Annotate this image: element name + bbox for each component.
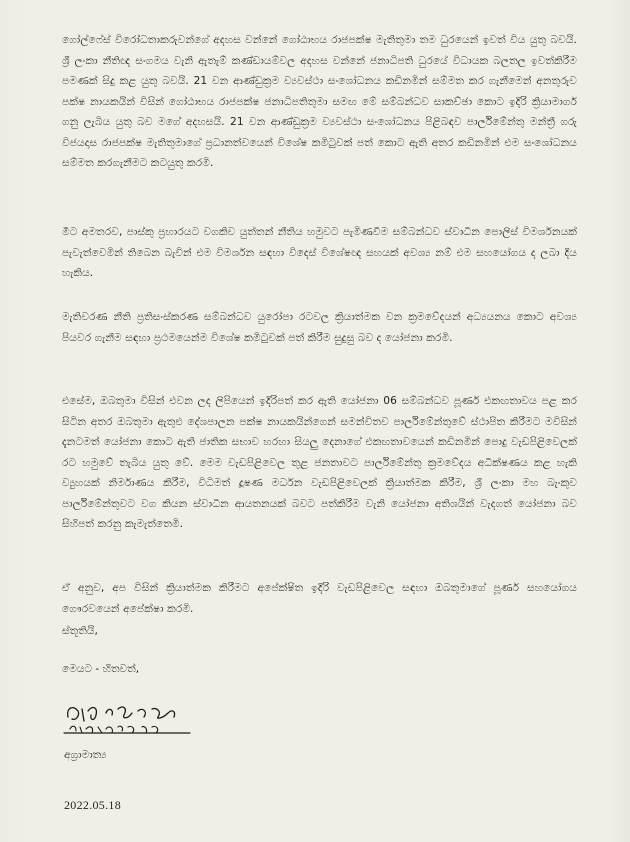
letter-paragraph-1: ගෝල්ෆේස් විරෝධතාකරුවන්ගේ අදහස වන්නේ ගෝඨාභය රාජපක්ෂ මැතිතුමා තම ධුරයෙන් ඉවත් විය යුතු බවයි. ශ්‍රී ලංකා නීතිඥ සංගමය වැනි ඇතැම් කණ්ඩායම්වල අදහස වන්නේ ජනාධිපති ධුරයේ විධායක බලතල ඉවත්කිරීම පමණක් සිදු කළ යුතු බවයි. 21 වන ආණ්ඩුක්‍රම ව්‍යවස්ථා සංශෝධනය කඩිනමින් සම්මත කර ගැනීමෙන් අනතුරුව පක්ෂ නායකයින් විසින් ගෝඨාභය රාජපක්ෂ ජනාධිපතිතුමා සමඟ මේ සම්බන්ධව සාකච්ඡා කොට ඉදිරි ක්‍රියාමාර්ග ගනු ලැබිය යුතු බව මගේ අදහසයි. 21 වන ආණ්ඩුක්‍රම ව්‍යවස්ථා සංශෝධනය පිළිබඳව පාර්ලිමේන්තු මන්ත්‍රී ගරු විජයදාස රාජපක්ෂ මැතිතුමාගේ ප්‍රධානත්වයෙන් විශේෂ කමිටුවක් පත් කොට ඇති අතර කඩිනමින් එම සංශෝධනය සම්මත කරගැනීමට කටයුතු කරමි. <box>62 34 577 169</box>
letter-paragraph-4: එසේම, ඔබතුමා විසින් එවන ලද ලිපියෙන් ඉදිරිපත් කර ඇති යෝජනා 06 සම්බන්ධව පූර්ණ එකඟතාවය පළ කර සිටින අතර ඔබතුමා ඇතුළු දේශපාලන පක්ෂ නායකයින්ගෙන් සමන්විතව පාර්ලිමේන්තුවේ ස්ථාපිත කිරීමට මවිසින් දැනටමත් යෝජනා කොට ඇති ජාතික සභාව හරහා සියලු දෙනාගේ එකඟතාවයෙන් කඩිනමින් පොදු වැඩපිළිවෙලක් රට හමුවේ තැබිය යුතු වේ. මෙම වැඩපිළිවෙල තුළ ජනතාවට පාර්ලිමේන්තු ක්‍රමවේදය අධීක්ෂණය කළ හැකි ව්‍යුහයක් නිර්මාණය කිරීම, විධිමත් දූෂණ මර්ධන වැඩපිළිවෙලක් ක්‍රියාත්මක කිරීම, ශ්‍රී ලංකා මහ බැංකුව පාර්ලිමේන්තුවට වග කියන ස්වාධීන ආයතනයක් බවට පත්කිරීම වැනි යෝජනා අතිශයින් වැදගත් යෝජනා බව සිහිපත් කරනු කැමැත්තෙමි. <box>62 395 577 530</box>
closing-line: ස්තූතියි, <box>62 625 98 637</box>
signoff-line: මෙයට - හිතවත්, <box>62 663 140 675</box>
letter-paragraph-2: මීට අමතරව, පාස්කු ප්‍රහාරයට වගකිව යුත්තන් නීතිය හමුවට පැමිණවීම සම්බන්ධව ස්වාධීන පොලිස් විමර්ශනයක් පැවැත්වෙමින් තිබෙන බැවින් එම විමර්ශන සඳහා විදෙස් විශේෂඥ සහයක් අවශ්‍ය නම් එම සහයෝගය ද ලබා දිය හැකිය. <box>62 226 577 279</box>
letter-date: 2022.05.18 <box>64 798 121 812</box>
handwritten-signature <box>58 697 198 745</box>
letter-paragraph-5: ඒ අනුව, අප විසින් ක්‍රියාත්මක කිරීමට අපේක්ෂිත ඉදිරි වැඩපිළිවෙල සඳහා ඔබතුමාගේ පූර්ණ සහයෝගය ගෞරවයෙන් අපේක්ෂා කරමි. <box>62 582 577 615</box>
signer-title: අග්‍රාමාත්‍ය <box>64 749 107 761</box>
letter-paragraph-3: මැතිවරණ නීති ප්‍රතිසංස්කරණ සම්බන්ධව යුරෝපා රටවල ක්‍රියාත්මක වන ක්‍රමවේදයන් අධ්‍යයනය කොට අවශ්‍ය පියවර ගැනීම සඳහා ප්‍රථමයෙන්ම විශේෂ කමිටුවක් පත් කිරීම සුදුසු බව ද යෝජනා කරමි. <box>62 311 577 344</box>
